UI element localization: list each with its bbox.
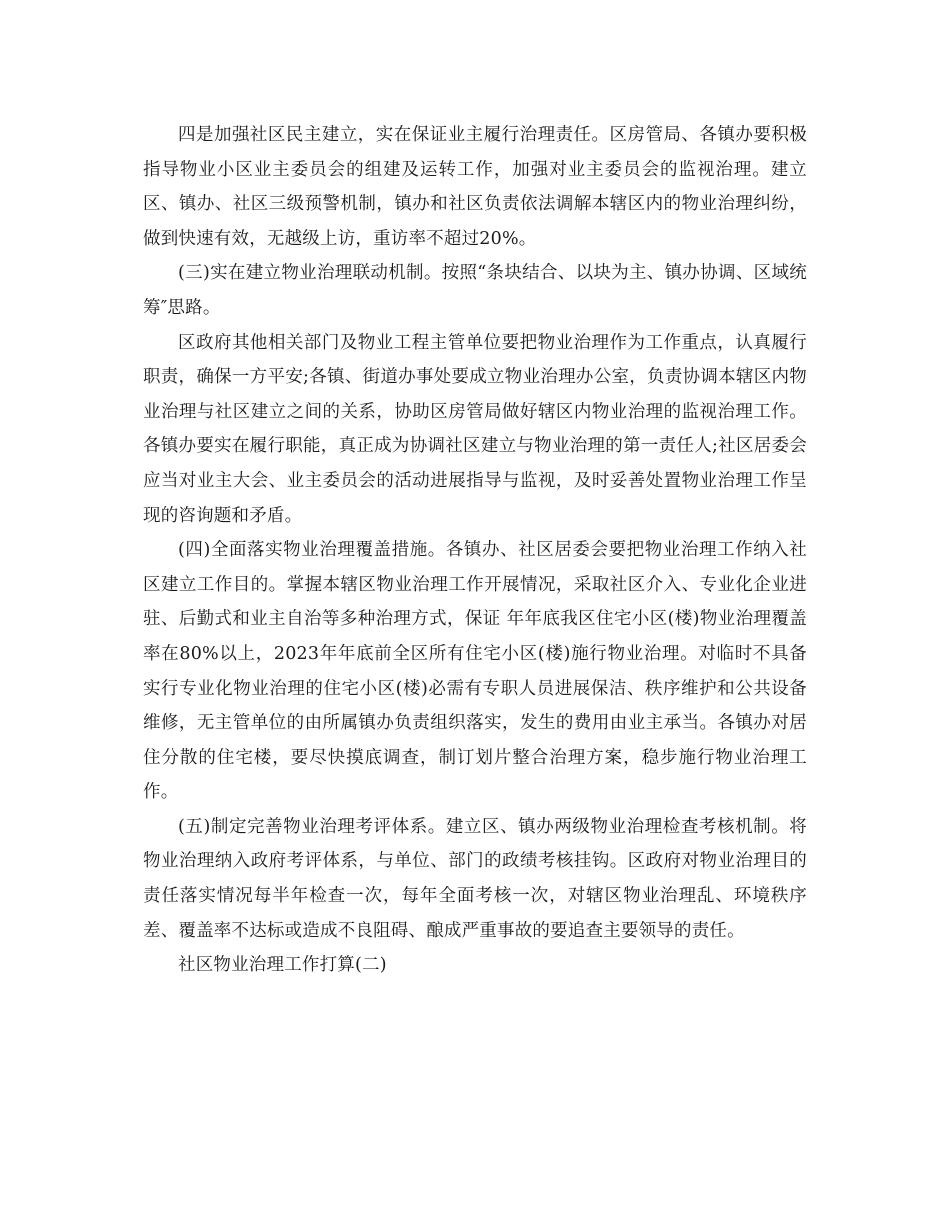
paragraph-section-three-heading: (三)实在建立物业治理联动机制。按照“条块结合、以块为主、镇办协调、区域统筹″思路。 <box>143 263 807 318</box>
paragraph-section-five-evaluation: (五)制定完善物业治理考评体系。建立区、镇办两级物业治理检查考核机制。将物业治理纳入政府考评体系，与单位、部门的政绩考核挂钩。区政府对物业治理目的责任落实情况每半年检查一次，每年全面考核一次，对辖区物业治理乱、环境秩序差、覆盖率不达标或造成不良阻碍、酿成严重事故的要追查主要领导的责任。 <box>143 816 807 941</box>
paragraph-section-four-coverage: (四)全面落实物业治理覆盖措施。各镇办、社区居委会要把物业治理工作纳入社区建立工作目的。掌握本辖区物业治理工作开展情况，采取社区介入、专业化企业进驻、后勤式和业主自治等多种治理方式，保证 年年底我区住宅小区(楼)物业治理覆盖率在80%以上，2023年年底前全区所有住宅小区(楼)施行物业治理。对临时不具备实行专业化物业治理的住宅小区(楼)必需有专职人员进展保洁、秩序维护和公共设备维修，无主管单位的由所属镇办负责组织落实，发生的费用由业主承当。各镇办对居住分散的住宅楼，要尽快摸底调查，制订划片整合治理方案，稳步施行物业治理工作。 <box>143 540 807 803</box>
paragraph-department-duties: 区政府其他相关部门及物业工程主管单位要把物业治理作为工作重点，认真履行职责，确保一方平安;各镇、街道办事处要成立物业治理办公室，负责协调本辖区内物业治理与社区建立之间的关系，协助区房管局做好辖区内物业治理的监视治理工作。各镇办要实在履行职能，真正成为协调社区建立与物业治理的第一责任人;社区居委会应当对业主大会、业主委员会的活动进展指导与监视，及时妥善处置物业治理工作呈现的咨询题和矛盾。 <box>143 332 807 526</box>
document-body <box>143 118 807 983</box>
paragraph-plan-two-title: 社区物业治理工作打算(二) <box>178 955 387 976</box>
paragraph-community-democracy: 四是加强社区民主建立，实在保证业主履行治理责任。区房管局、各镇办要积极指导物业小区业主委员会的组建及运转工作，加强对业主委员会的监视治理。建立区、镇办、社区三级预警机制，镇办和社区负责依法调解本辖区内的物业治理纠纷，做到快速有效，无越级上访，重访率不超过20%。 <box>143 125 807 249</box>
